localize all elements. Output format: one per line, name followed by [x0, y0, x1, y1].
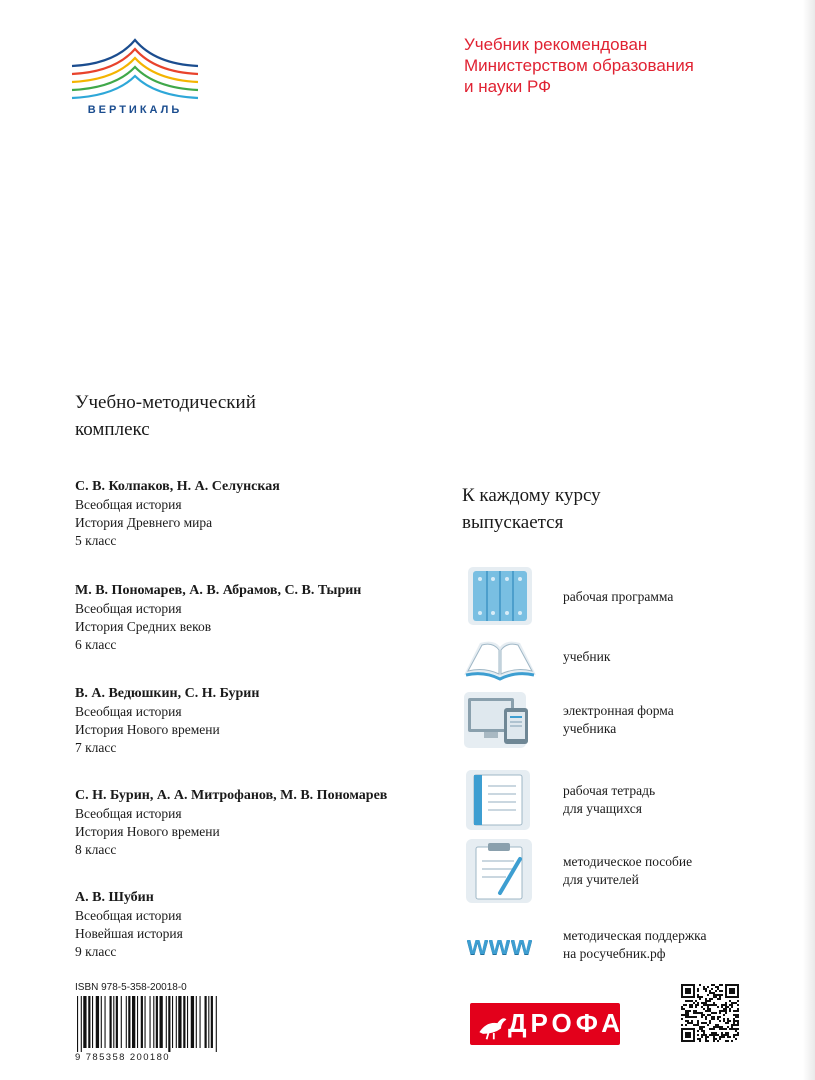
- book-entry: [75, 685, 455, 757]
- www-icon-text: www: [466, 929, 533, 960]
- book-entry: [75, 889, 455, 961]
- binder-icon: [460, 565, 540, 629]
- course-item-label-line: электронная форма: [563, 703, 674, 718]
- course-item-label-line: рабочая тетрадь: [563, 783, 656, 798]
- course-item-label-line: на росучебник.рф: [563, 946, 666, 961]
- course-item: [460, 688, 790, 752]
- www-icon: [460, 913, 540, 977]
- book-subject: Всеобщая история: [75, 908, 182, 923]
- book-subject: Всеобщая история: [75, 806, 182, 821]
- book-entry: [75, 478, 455, 550]
- recommendation-note: [464, 34, 784, 97]
- bird-icon: [474, 1003, 510, 1045]
- book-entry: [75, 582, 455, 654]
- course-item-label: [563, 839, 783, 903]
- course-heading-line: выпускается: [462, 512, 564, 533]
- book-authors: С. Н. Бурин, А. А. Митрофанов, М. В. Пономарев: [75, 788, 388, 803]
- course-item: [460, 839, 790, 903]
- book-authors: М. В. Пономарев, А. В. Абрамов, С. В. Тырин: [75, 583, 362, 598]
- complex-title-line: Учебно-методический: [75, 392, 256, 413]
- book-grade: 9 класс: [75, 944, 117, 959]
- course-item-label: [563, 913, 783, 977]
- recommendation-line: Учебник рекомендован: [464, 35, 648, 54]
- barcode-icon: [75, 996, 220, 1052]
- course-item: [460, 565, 790, 629]
- book-authors: В. А. Ведюшкин, С. Н. Бурин: [75, 686, 260, 701]
- course-item-label-line: рабочая программа: [563, 589, 674, 604]
- book-grade: 6 класс: [75, 637, 117, 652]
- drofa-logo-text: ДРОФА: [508, 1008, 625, 1038]
- course-item-label: [563, 768, 783, 832]
- course-heading-line: К каждому курсу: [462, 485, 601, 506]
- book-subject: Всеобщая история: [75, 601, 182, 616]
- course-item-label-line: учебника: [563, 721, 617, 736]
- complex-title: [75, 389, 405, 443]
- barcode-digits: 9 785358 200180: [75, 1052, 170, 1063]
- open-book-icon: [452, 625, 548, 689]
- course-item-label-line: методическое пособие: [563, 854, 693, 869]
- devices-icon: [460, 688, 540, 752]
- course-item-label-line: для учителей: [563, 872, 639, 887]
- course-item-label: [563, 565, 783, 629]
- book-entry: [75, 787, 455, 859]
- book-title: История Древнего мира: [75, 515, 213, 530]
- book-subject: Всеобщая история: [75, 704, 182, 719]
- qr-code-icon: [681, 984, 739, 1042]
- book-title: История Нового времени: [75, 722, 220, 737]
- course-item-label: [563, 625, 783, 689]
- recommendation-line: Министерством образования: [464, 56, 694, 75]
- course-item: [460, 768, 790, 832]
- book-grade: 7 класс: [75, 740, 117, 755]
- publisher-logo-text: ВЕРТИКАЛЬ: [87, 104, 183, 116]
- course-item: [460, 625, 790, 689]
- book-title: История Нового времени: [75, 824, 220, 839]
- course-heading: [462, 482, 762, 536]
- book-title: История Средних веков: [75, 619, 212, 634]
- book-authors: С. В. Колпаков, Н. А. Селунская: [75, 479, 280, 494]
- book-authors: А. В. Шубин: [75, 890, 154, 905]
- complex-title-line: комплекс: [75, 419, 150, 440]
- isbn-text: ISBN 978-5-358-20018-0: [75, 982, 187, 993]
- book-subject: Всеобщая история: [75, 497, 182, 512]
- course-item: [460, 913, 790, 977]
- book-grade: 8 класс: [75, 842, 117, 857]
- page-edge: [803, 0, 815, 1080]
- course-item-label: [563, 688, 783, 752]
- clipboard-icon: [460, 839, 540, 903]
- recommendation-line: и науки РФ: [464, 77, 552, 96]
- book-grade: 5 класс: [75, 533, 117, 548]
- course-item-label-line: для учащихся: [563, 801, 642, 816]
- notebook-icon: [460, 768, 540, 832]
- book-title: Новейшая история: [75, 926, 183, 941]
- course-item-label-line: учебник: [563, 649, 611, 664]
- course-item-label-line: методическая поддержка: [563, 928, 707, 943]
